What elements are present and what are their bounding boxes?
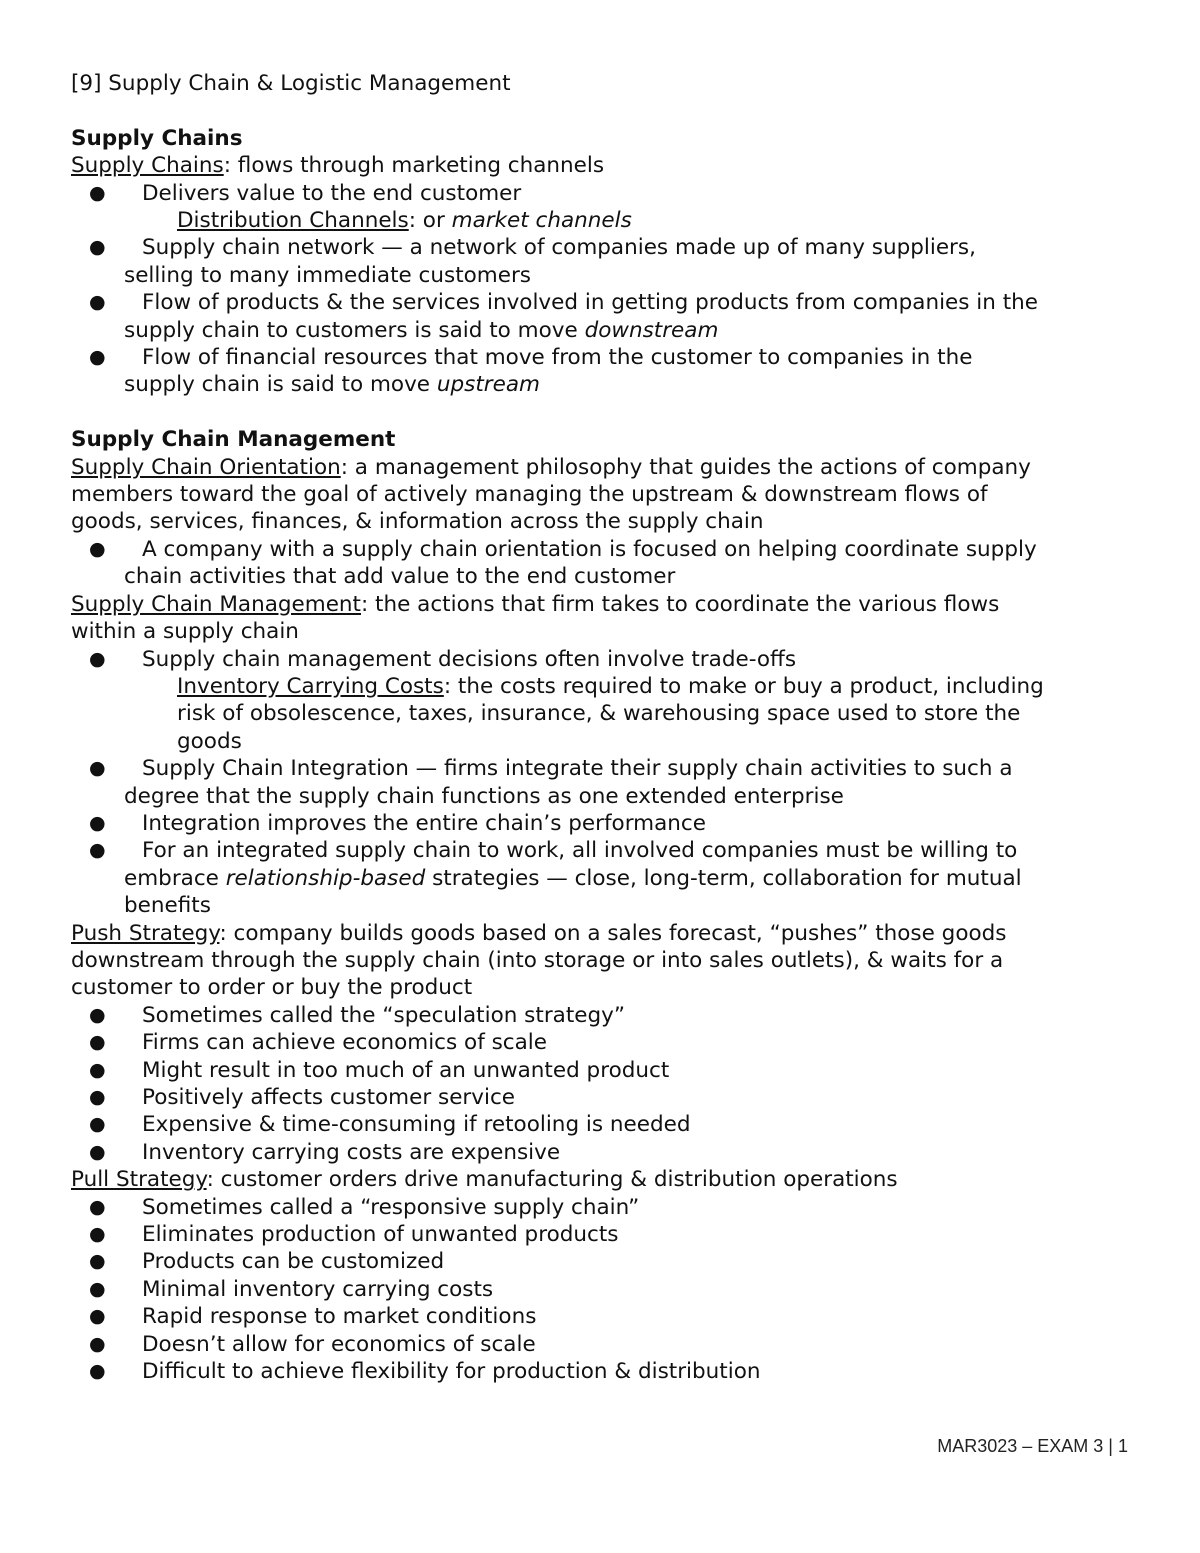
definition-text: : or [408,208,452,234]
sub-definition-distribution-channels [71,207,1141,234]
bullet-item [71,1029,1141,1056]
bullet-icon: ● [89,537,106,560]
spacer [71,97,1141,124]
bullet-icon: ● [89,1086,106,1108]
bullet-item [71,755,1141,782]
bullet-text: Might result in too much of an unwanted product [142,1057,670,1083]
emphasis: relationship-based [225,865,426,891]
bullet-text: Doesn’t allow for economics of scale [142,1331,536,1357]
document-title: [9] Supply Chain & Logistic Management [71,71,511,96]
bullet-icon: ● [89,647,106,670]
bullet-item [71,1057,1141,1084]
bullet-text: Rapid response to market conditions [142,1304,537,1330]
bullet-text: Positively affects customer service [142,1085,516,1110]
bullet-text: Supply chain management decisions often involve trade-offs [142,646,797,672]
bullet-icon: ● [89,1277,106,1300]
bullet-text: Delivers value to the end customer [142,180,522,206]
bullet-text: Eliminates production of unwanted products [142,1222,619,1248]
bullet-item [71,536,1141,563]
bullet-text: Sometimes called the “speculation strategy” [142,1002,625,1028]
bullet-icon: ● [89,1058,106,1081]
bullet-item [71,810,1141,837]
bullet-text: Supply Chain Integration — firms integrate their supply chain activities to such a [142,756,1013,782]
emphasis: upstream [436,372,540,398]
definition-pull-strategy [71,1166,1141,1193]
definition-supply-chains [71,152,1141,179]
bullet-text: Expensive & time-consuming if retooling is needed [142,1112,691,1138]
bullet-item [71,646,1141,673]
definition-continuation: goods, services, finances, & information across the supply chain [71,509,764,535]
bullet-item [71,1221,1141,1248]
definition-push-strategy [71,920,1141,947]
bullet-continuation [71,317,1141,344]
term: Push Strategy [71,920,220,946]
text: supply chain is said to move [124,372,437,398]
sub-definition-continuation: risk of obsolescence, taxes, insurance, & warehousing space used to store the [177,701,1021,727]
definition-text: : a management philosophy that guides the actions of company [340,454,1031,480]
sub-definition-continuation: goods [177,728,242,754]
definition-supply-chain-management [71,591,1141,618]
page-footer: MAR3023 – EXAM 3 | 1 [937,1436,1128,1456]
bullet-icon: ● [89,811,106,834]
bullet-icon: ● [89,236,106,259]
bullet-text: Flow of financial resources that move from the customer to companies in the [142,345,973,371]
definition-text: : the costs required to make or buy a product, including [443,673,1044,699]
bullet-icon: ● [89,757,106,780]
term: Pull Strategy [71,1167,207,1193]
bullet-icon: ● [89,1305,106,1328]
bullet-continuation: benefits [124,893,211,919]
bullet-icon: ● [89,1140,106,1163]
text: embrace [124,865,226,891]
bullet-continuation: selling to many immediate customers [124,262,531,288]
definition-supply-chain-orientation [71,454,1141,481]
bullet-icon: ● [89,1003,106,1026]
bullet-text: Sometimes called a “responsive supply chain” [142,1194,640,1220]
term: Supply Chain Orientation [71,454,341,480]
definition-continuation: customer to order or buy the product [71,975,473,1001]
bullet-item [71,1084,1141,1111]
bullet-icon: ● [89,181,106,204]
sub-definition-inventory-carrying-costs [71,673,1141,700]
bullet-item [71,180,1141,207]
definition-text: : the actions that firm takes to coordinate the various flows [360,591,1000,617]
term: Distribution Channels [177,208,409,234]
bullet-item [71,1139,1141,1166]
bullet-icon: ● [89,839,106,862]
definition-text: : company builds goods based on a sales forecast, “pushes” those goods [219,920,1007,946]
bullet-icon: ● [89,1332,106,1355]
bullet-icon: ● [89,346,106,369]
bullet-continuation: degree that the supply chain functions as one extended enterprise [124,783,844,809]
bullet-icon: ● [89,1113,106,1136]
bullet-text: Supply chain network — a network of companies made up of many suppliers, [142,235,976,261]
bullet-text: Difficult to achieve flexibility for production & distribution [142,1359,761,1385]
section-heading-supply-chain-management: Supply Chain Management [71,427,396,453]
bullet-item [71,1331,1141,1358]
bullet-icon: ● [89,291,106,314]
bullet-icon: ● [89,1031,106,1054]
term: Supply Chain Management [71,591,361,617]
section-heading-supply-chains: Supply Chains [71,125,243,151]
bullet-text: Products can be customized [142,1249,445,1275]
bullet-text: Flow of products & the services involved in getting products from companies in the [142,290,1039,316]
text: supply chain to customers is said to move [124,317,585,343]
bullet-icon: ● [89,1195,106,1218]
bullet-item [71,1248,1141,1275]
definition-text: : flows through marketing channels [223,153,605,179]
bullet-continuation [71,865,1141,892]
bullet-continuation: chain activities that add value to the end customer [124,564,676,590]
bullet-item [71,344,1141,371]
bullet-item [71,289,1141,316]
bullet-text: Inventory carrying costs are expensive [142,1139,561,1165]
bullet-continuation [71,371,1141,398]
definition-text: : customer orders drive manufacturing & distribution operations [206,1167,898,1193]
bullet-item [71,234,1141,261]
bullet-icon: ● [89,1250,106,1273]
bullet-item [71,1303,1141,1330]
pull-strategy-list [71,1194,1141,1386]
text: strategies — close, long-term, collaboration for mutual [425,865,1022,891]
bullet-text: A company with a supply chain orientation is focused on helping coordinate supply [142,536,1037,562]
bullet-item [71,1358,1141,1385]
bullet-item [71,1276,1141,1303]
definition-continuation: downstream through the supply chain (into storage or into sales outlets), & waits for a [71,947,1004,973]
bullet-item [71,1111,1141,1138]
bullet-text: Minimal inventory carrying costs [142,1276,494,1302]
term: Inventory Carrying Costs [177,673,444,699]
emphasis: downstream [584,317,719,343]
definition-continuation: within a supply chain [71,619,299,645]
bullet-icon: ● [89,1223,106,1246]
bullet-text: Integration improves the entire chain’s performance [142,810,706,836]
document-page [71,70,1141,1385]
bullet-icon: ● [89,1360,106,1383]
bullet-item [71,837,1141,864]
spacer [71,399,1141,426]
bullet-text: For an integrated supply chain to work, all involved companies must be willing to [142,838,1018,864]
definition-continuation: members toward the goal of actively managing the upstream & downstream flows of [71,482,988,508]
push-strategy-list [71,1002,1141,1166]
bullet-text: Firms can achieve economics of scale [142,1030,547,1056]
bullet-item [71,1002,1141,1029]
bullet-item [71,1194,1141,1221]
emphasis: market channels [451,208,632,234]
term: Supply Chains [71,153,224,179]
